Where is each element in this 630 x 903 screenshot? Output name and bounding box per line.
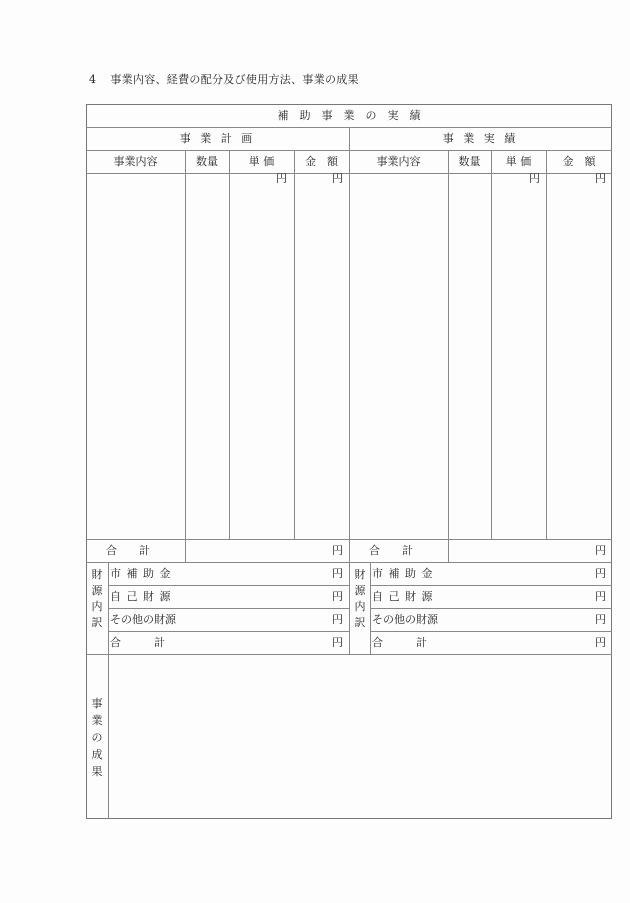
- actual-funding-own: 自 己 財 源: [372, 590, 434, 603]
- plan-unit-price-field[interactable]: [230, 174, 294, 539]
- plan-funding-own: 自 己 財 源: [110, 590, 172, 603]
- plan-col-content: 事業内容: [113, 155, 158, 168]
- actual-content-field[interactable]: [350, 174, 448, 539]
- plan-total-yen: 円: [332, 544, 343, 557]
- actual-section-title: 事 業 実 績: [442, 132, 519, 145]
- plan-quantity-field[interactable]: [186, 174, 229, 539]
- plan-funding-total-yen: 円: [332, 636, 343, 649]
- actual-funding-city-subsidy: 市 補 助 金: [372, 567, 434, 580]
- actual-funding-other-yen: 円: [595, 613, 606, 626]
- actual-col-quantity: 数量: [458, 155, 481, 168]
- actual-unit-price-field[interactable]: [492, 174, 546, 539]
- actual-total-yen: 円: [595, 544, 606, 557]
- plan-amount-field[interactable]: [295, 174, 349, 539]
- subsidy-results-form: 補 助 事 業 の 実 績 事 業 計 画 事 業 実 績 事業内容 数量 単 価 金 額 事業内容 数量 単 価 金 額 円 円 円 円 合 計 円 合 計 円 財 源 内 訳 市 補 助 金 円 自 己 財 源 円 その他の財源 円 合 計 円 財 源 内 訳 市 補 助 金 円 自 己 財 源 円 その他の財源 円 合 計 円 事 業 の 成 果: [86, 104, 612, 819]
- plan-unit-price-yen: 円: [276, 172, 287, 185]
- plan-total-label: 合 計: [106, 544, 150, 557]
- plan-content-field[interactable]: [87, 174, 185, 539]
- actual-quantity-field[interactable]: [449, 174, 491, 539]
- plan-amount-yen: 円: [332, 172, 343, 185]
- actual-col-content: 事業内容: [376, 155, 421, 168]
- actual-col-unit-price: 単 価: [505, 155, 532, 168]
- section-heading: [89, 71, 359, 87]
- form-title: 補 助 事 業 の 実 績: [277, 109, 421, 122]
- actual-funding-total-yen: 円: [595, 636, 606, 649]
- section-title: 事業内容、経費の配分及び使用方法、事業の成果: [110, 73, 359, 86]
- actual-unit-price-yen: 円: [529, 172, 540, 185]
- plan-col-quantity: 数量: [196, 155, 218, 168]
- plan-col-amount: 金 額: [305, 155, 338, 168]
- plan-funding-city-subsidy: 市 補 助 金: [110, 567, 172, 580]
- actual-amount-field[interactable]: [547, 174, 611, 539]
- plan-funding-other: その他の財源: [110, 613, 176, 626]
- plan-funding-city-subsidy-yen: 円: [332, 567, 343, 580]
- actual-funding-city-subsidy-yen: 円: [595, 567, 606, 580]
- plan-section-title: 事 業 計 画: [179, 132, 256, 145]
- actual-total-label: 合 計: [369, 544, 413, 557]
- plan-funding-other-yen: 円: [332, 613, 343, 626]
- plan-funding-total: 合 計: [110, 636, 165, 649]
- actual-funding-own-yen: 円: [595, 590, 606, 603]
- actual-amount-yen: 円: [595, 172, 606, 185]
- section-number: 4: [89, 73, 97, 86]
- actual-funding-total: 合 計: [372, 636, 427, 649]
- plan-funding-own-yen: 円: [332, 590, 343, 603]
- actual-col-amount: 金 額: [562, 155, 596, 168]
- results-field[interactable]: [109, 655, 611, 818]
- plan-col-unit-price: 単 価: [248, 155, 275, 168]
- actual-funding-other: その他の財源: [372, 613, 438, 626]
